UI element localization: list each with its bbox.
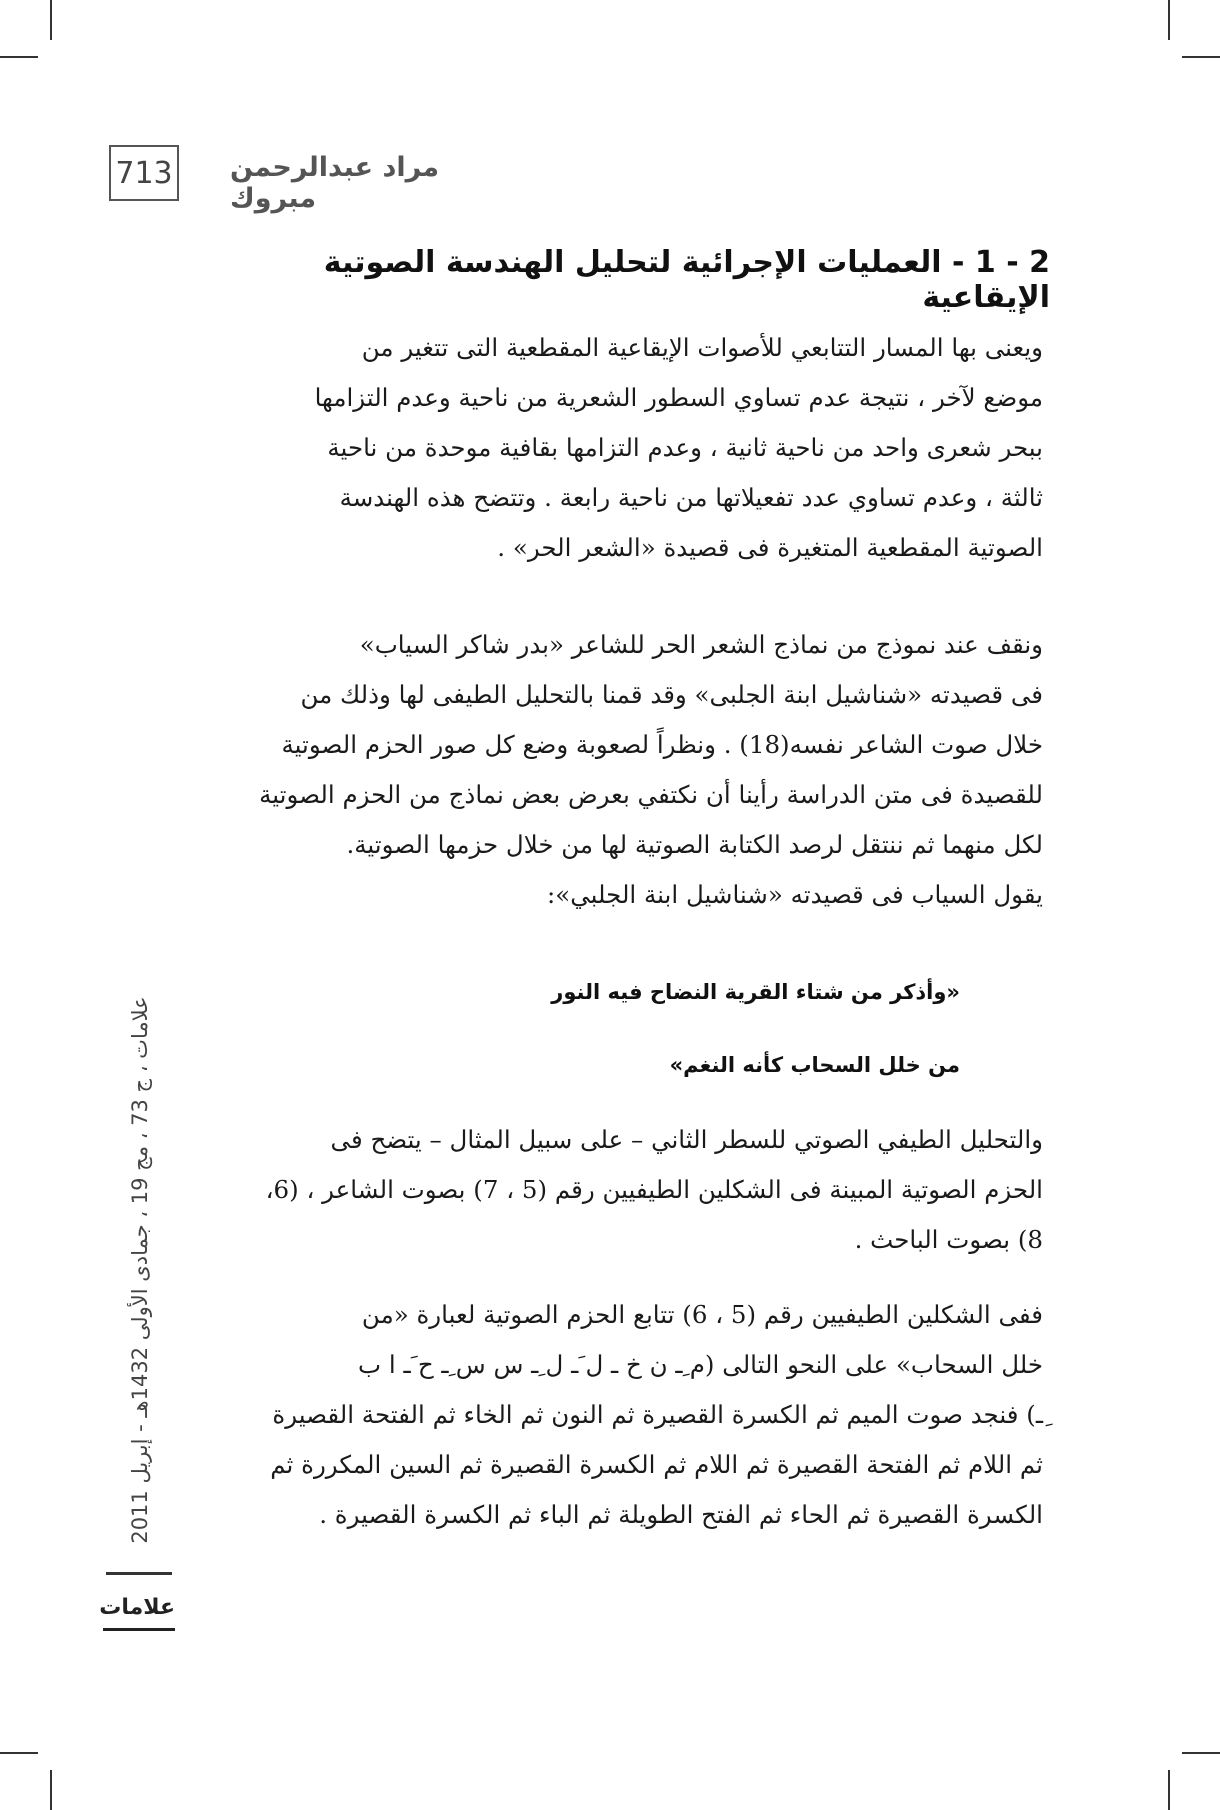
paragraph-line: خلال صوت الشاعر نفسه(18) . ونظراً لصعوبة وضع كل صور الحزم الصوتية: [281, 730, 1043, 759]
paragraph-line: الصوتية المقطعية المتغيرة فى قصيدة «الشعر الحر» .: [497, 533, 1043, 562]
crop-mark: [1182, 56, 1220, 58]
paragraph-line: ِـ) فنجد صوت الميم ثم الكسرة القصيرة ثم النون ثم الخاء ثم الفتحة القصيرة: [272, 1400, 1043, 1429]
paragraph-2: [208, 620, 1043, 920]
journal-logo: علامات: [103, 1592, 175, 1631]
crop-mark: [50, 0, 52, 40]
side-caption-container: [118, 960, 162, 1580]
running-head-author: مراد عبدالرحمن مبروك: [230, 152, 440, 214]
crop-mark: [0, 56, 38, 58]
paragraph-line: لكل منهما ثم ننتقل لرصد الكتابة الصوتية لها من خلال حزمها الصوتية.: [346, 830, 1043, 859]
paragraph-line: ببحر شعرى واحد من ناحية ثانية ، وعدم التزامها بقافية موحدة من ناحية: [327, 433, 1043, 462]
crop-mark: [50, 1770, 52, 1810]
paragraph-line: ويعنى بها المسار التتابعي للأصوات الإيقاعية المقطعية التى تتغير من: [361, 333, 1043, 362]
paragraph-line: ثالثة ، وعدم تساوي عدد تفعيلاتها من ناحية رابعة . وتتضح هذه الهندسة: [339, 483, 1043, 512]
crop-mark: [1182, 1752, 1220, 1754]
paragraph-line: 8) بصوت الباحث .: [854, 1225, 1043, 1254]
crop-mark: [0, 1752, 38, 1754]
paragraph-line: يقول السياب فى قصيدته «شناشيل ابنة الجلبي»:: [546, 880, 1043, 909]
paragraph-line: ففى الشكلين الطيفيين رقم (5 ، 6) تتابع الحزم الصوتية لعبارة «من: [361, 1300, 1043, 1329]
paragraph-3: [208, 1115, 1043, 1265]
crop-mark: [1168, 0, 1170, 40]
paragraph-line: موضع لآخر ، نتيجة عدم تساوي السطور الشعرية من ناحية وعدم التزامها: [314, 383, 1043, 412]
page-number: 713: [109, 145, 179, 201]
section-heading: 2 - 1 - العمليات الإجرائية لتحليل الهندسة الصوتية الإيقاعية: [323, 245, 1050, 315]
paragraph-line: فى قصيدته «شناشيل ابنة الجلبى» وقد قمنا بالتحليل الطيفى لها وذلك من: [300, 680, 1043, 709]
paragraph-line: للقصيدة فى متن الدراسة رأينا أن نكتفي بعرض بعض نماذج من الحزم الصوتية: [259, 780, 1043, 809]
verse-line-2: من خلل السحاب كأنه النغم»: [669, 1053, 960, 1077]
side-divider: [106, 1572, 172, 1575]
paragraph-line: ونقف عند نموذج من نماذج الشعر الحر للشاعر «بدر شاكر السياب»: [359, 630, 1043, 659]
paragraph-line: الحزم الصوتية المبينة فى الشكلين الطيفيين رقم (5 ، 7) بصوت الشاعر ، (6،: [265, 1175, 1043, 1204]
paragraph-line: خلل السحاب» على النحو التالى (م ِـ ن خ ـ ل َـ ل ِـ س س ِـ ح َـ ا ب: [358, 1350, 1043, 1379]
side-journal-caption: علامات ، ج 73 ، مج 19 ، جمادى الأولى 1432هـ - إبريل 2011: [128, 996, 152, 1544]
paragraph-line: والتحليل الطيفي الصوتي للسطر الثاني – على سبيل المثال – يتضح فى: [330, 1125, 1043, 1154]
paragraph-4: [208, 1290, 1043, 1540]
crop-mark: [1168, 1770, 1170, 1810]
paragraph-1: [208, 323, 1043, 573]
paragraph-line: الكسرة القصيرة ثم الحاء ثم الفتح الطويلة ثم الباء ثم الكسرة القصيرة .: [319, 1500, 1043, 1529]
paragraph-line: ثم اللام ثم الفتحة القصيرة ثم اللام ثم الكسرة القصيرة ثم السين المكررة ثم: [270, 1450, 1043, 1479]
verse-line-1: «وأذكر من شتاء القرية النضاح فيه النور: [551, 980, 960, 1004]
